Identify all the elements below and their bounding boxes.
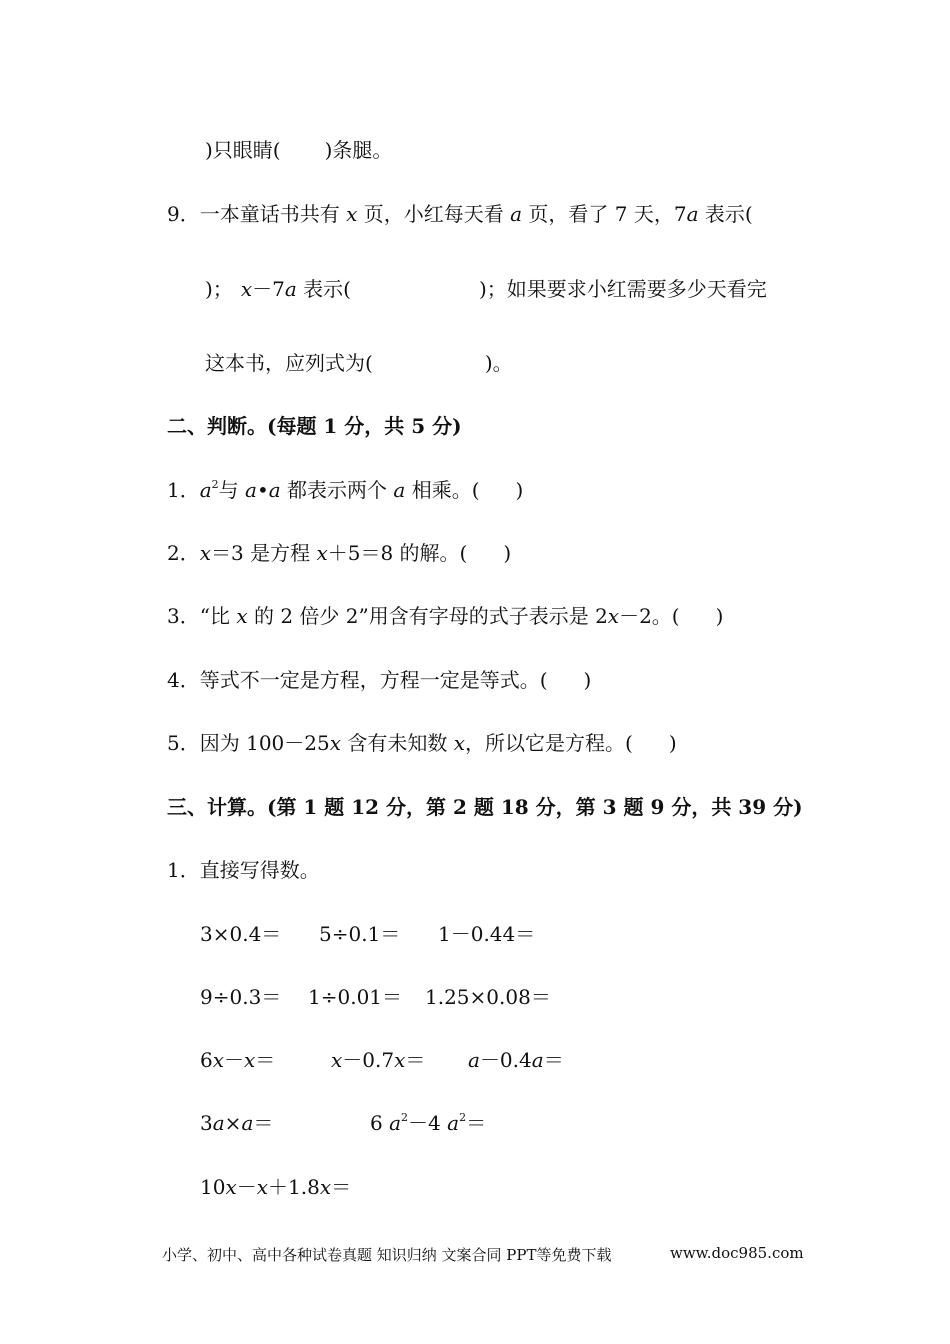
footer-url[interactable]: www.doc985.com [670,1244,804,1262]
item-text: 含有未知数 [341,731,454,755]
coef: 6 [370,1111,390,1135]
var-a: a [212,1111,225,1135]
item-text: 直接写得数。 [199,858,320,882]
op: ＝ [331,1175,352,1199]
op: ＝ [543,1048,564,1072]
var-a: a [199,478,212,502]
var-x: x [240,277,253,301]
q9-text: 一本童话书共有 [199,202,347,226]
q9-text: 表示( [296,277,351,301]
dot-symbol: • [256,478,269,502]
var-a: a [268,478,281,502]
item-text: “比 [199,604,237,628]
var-x: x [394,1048,406,1072]
q9-text: 页，小红每天看 [357,202,511,226]
var-x: x [244,1048,256,1072]
op: －0.7 [342,1048,395,1072]
var-a: a [531,1048,544,1072]
q9-text: )。 [484,351,513,375]
item-text: 与 [218,478,246,502]
q8-text-a: )只眼睛( [205,138,281,162]
item-number: 1． [167,478,200,502]
var-x: x [256,1175,269,1199]
answer-paren-close: ) [715,604,724,628]
calc-q1 [167,856,320,884]
item-text: 都表示两个 [280,478,394,502]
calc-cell [200,1173,351,1201]
judge-item-5 [167,729,677,757]
q9-text: 表示( [698,202,753,226]
var-x: x [236,604,248,628]
coef: 6 [200,1048,213,1072]
var-a: a [284,277,297,301]
judge-item-2 [167,539,511,567]
judge-item-4 [167,666,591,694]
var-a: a [468,1048,480,1072]
var-x: x [319,1175,332,1199]
calc-cell: 1－0.44＝ [438,922,536,946]
item-text: 的 2 倍少 2”用含有字母的式子表示是 2 [247,604,608,628]
item-text: ＝3 是方程 [211,541,317,565]
var-x: x [212,1048,225,1072]
op: ＝ [253,1111,274,1135]
item-text: ＋5＝8 的解。( [327,541,468,565]
coef: 10 [200,1175,226,1199]
calc-cell: 3×0.4＝ [200,922,282,946]
answer-paren-close: ) [503,541,512,565]
q9-text: )；如果要求小红需要多少天看完 [478,277,767,301]
calc-cell: 1.25×0.08＝ [425,985,551,1009]
item-number: 2． [167,541,200,565]
q9-line-1 [167,200,753,228]
footer-left: 小学、初中、高中各种试卷真题 知识归纳 文案合同 PPT等免费下载 [162,1246,612,1264]
exponent: 2 [211,478,219,491]
var-a: a [245,478,257,502]
var-x: x [453,731,465,755]
answer-paren-close: ) [583,668,592,692]
var-x: x [199,541,212,565]
var-a: a [510,202,523,226]
answer-paren-close: ) [515,478,524,502]
op: ＝ [466,1111,487,1135]
section-2-title: 二、判断。(每题 1 分，共 5 分) [167,414,462,438]
coef: 3 [200,1111,213,1135]
item-text: 等式不一定是方程，方程一定是等式。( [199,668,548,692]
judge-item-1 [167,476,523,504]
calc-cell [200,1046,275,1074]
exponent: 2 [459,1111,467,1124]
var-a: a [241,1111,254,1135]
op: ＝ [255,1048,276,1072]
var-a: a [389,1111,402,1135]
q9-line-3 [205,349,513,377]
answer-paren-close: ) [668,731,677,755]
calc-cell [370,1109,486,1137]
q8-tail-line [205,136,392,164]
op: ＝ [405,1048,426,1072]
calc-cell: 1÷0.01＝ [308,985,403,1009]
exponent: 2 [401,1111,409,1124]
op: －4 [408,1111,448,1135]
var-x: x [329,731,341,755]
var-x: x [607,604,620,628]
q9-text: )； [205,277,233,301]
var-a: a [686,202,699,226]
item-text: ，所以它是方程。( [465,731,633,755]
var-a: a [393,478,406,502]
calc-cell [200,1109,273,1137]
item-number: 1． [167,858,200,882]
calc-cell [331,1046,425,1074]
q9-number: 9． [167,202,200,226]
op: ＋1.8 [268,1175,320,1199]
var-x: x [346,202,358,226]
q9-line-2 [205,275,767,303]
item-text: 相乘。( [405,478,480,502]
calc-cell [468,1046,564,1074]
calc-cell: 5÷0.1＝ [319,922,401,946]
var-x: x [316,541,328,565]
section-3-title: 三、计算。(第 1 题 12 分，第 2 题 18 分，第 3 题 9 分，共 39 分) [167,795,803,819]
calc-cell: 9÷0.3＝ [200,985,282,1009]
op: －0.4 [479,1048,532,1072]
q9-text: 这本书，应列式为( [205,351,373,375]
op: × [224,1111,242,1135]
q9-text: －7 [252,277,285,301]
var-x: x [331,1048,343,1072]
item-number: 4． [167,668,200,692]
op: － [224,1048,245,1072]
op: － [236,1175,257,1199]
item-number: 3． [167,604,200,628]
item-text: －2。( [619,604,680,628]
item-text: 因为 100－25 [199,731,330,755]
var-a: a [447,1111,460,1135]
q9-text: 页，看了 7 天，7 [522,202,687,226]
item-number: 5． [167,731,200,755]
judge-item-3 [167,602,723,630]
q8-text-b: )条腿。 [324,138,393,162]
var-x: x [225,1175,237,1199]
